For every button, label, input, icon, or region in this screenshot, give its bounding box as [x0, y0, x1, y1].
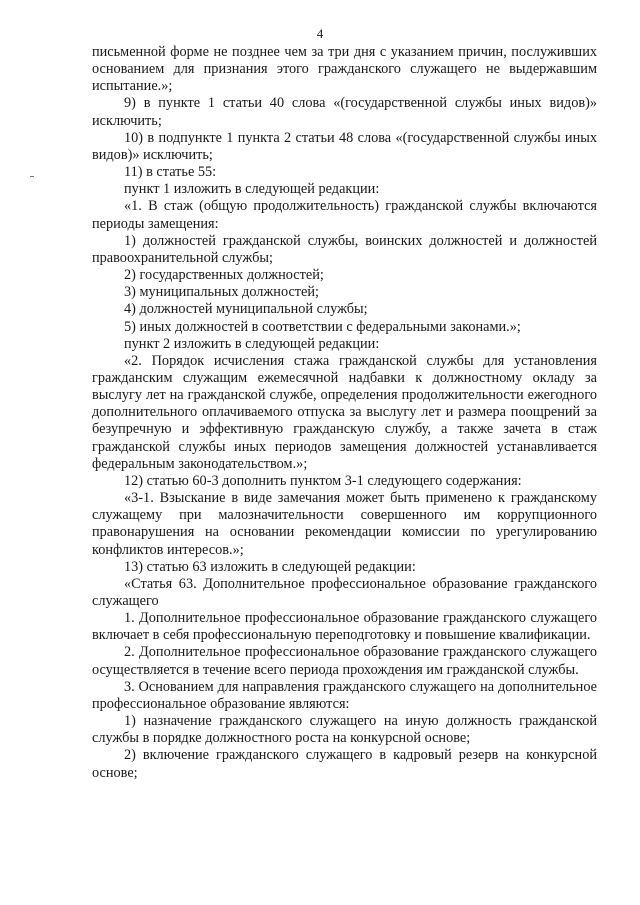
paragraph-5: пункт 1 изложить в следующей редакции:	[124, 181, 380, 198]
paragraph-2: 9) в пункте 1 статьи 40 слова «(государственной службы иных видов)» исключить;	[92, 95, 597, 129]
paragraph-4: 11) в статье 55:	[124, 164, 217, 181]
paragraph-7: 1) должностей гражданской службы, воинских должностей и должностей правоохранительной службы;	[92, 232, 597, 266]
paragraph-21: 1) назначение гражданского служащего на иную должность гражданской службы в порядке должностного роста на конкурсной основе;	[92, 713, 597, 747]
paragraph-15: «3-1. Взыскание в виде замечания может быть применено к гражданскому служащему при малозначительности совершенного им коррупционного правонарушения на основании рекомендации комиссии по урегулированию конфликтов интересов.»;	[92, 490, 597, 558]
paragraph-12: пункт 2 изложить в следующей редакции:	[124, 335, 380, 352]
document-body	[92, 44, 597, 782]
page-number: 4	[316, 26, 324, 41]
scan-mark	[30, 176, 34, 177]
paragraph-16: 13) статью 63 изложить в следующей редакции:	[124, 558, 416, 575]
paragraph-10: 4) должностей муниципальной службы;	[124, 301, 368, 318]
paragraph-11: 5) иных должностей в соответствии с федеральными законами.»;	[124, 318, 521, 335]
paragraph-19: 2. Дополнительное профессиональное образование гражданского служащего осуществляется в течение всего периода прохождения им гражданской службы.	[92, 644, 597, 678]
paragraph-14: 12) статью 60-3 дополнить пунктом 3-1 следующего содержания:	[124, 472, 522, 489]
paragraph-20: 3. Основанием для направления гражданского служащего на дополнительное профессиональное образование являются:	[92, 678, 597, 712]
paragraph-18: 1. Дополнительное профессиональное образование гражданского служащего включает в себя профессиональную переподготовку и повышение квалификации.	[92, 610, 597, 644]
paragraph-8: 2) государственных должностей;	[124, 267, 324, 284]
paragraph-22: 2) включение гражданского служащего в кадровый резерв на конкурсной основе;	[92, 747, 597, 781]
paragraph-9: 3) муниципальных должностей;	[124, 284, 320, 301]
paragraph-1: письменной форме не позднее чем за три дня с указанием причин, послуживших основанием для признания этого гражданского служащего не выдержавшим испытание.»;	[92, 44, 597, 95]
paragraph-3: 10) в подпункте 1 пункта 2 статьи 48 слова «(государственной службы иных видов)» исключить;	[92, 129, 597, 163]
paragraph-17: «Статья 63. Дополнительное профессиональное образование гражданского служащего	[92, 575, 597, 609]
paragraph-6: «1. В стаж (общую продолжительность) гражданской службы включаются периоды замещения:	[92, 198, 597, 232]
paragraph-13: «2. Порядок исчисления стажа гражданской службы для установления гражданским служащим ежемесячной надбавки к должностному окладу за выслугу лет на гражданской службе, определения продолжительности ежегодного дополнительного оплачиваемого отпуска за выслугу лет и размера поощрений за безупречную и эффективную гражданскую службу, а также зачета в стаж гражданской службы иных периодов замещения должностей устанавливается федеральным законодательством.»;	[92, 352, 597, 472]
